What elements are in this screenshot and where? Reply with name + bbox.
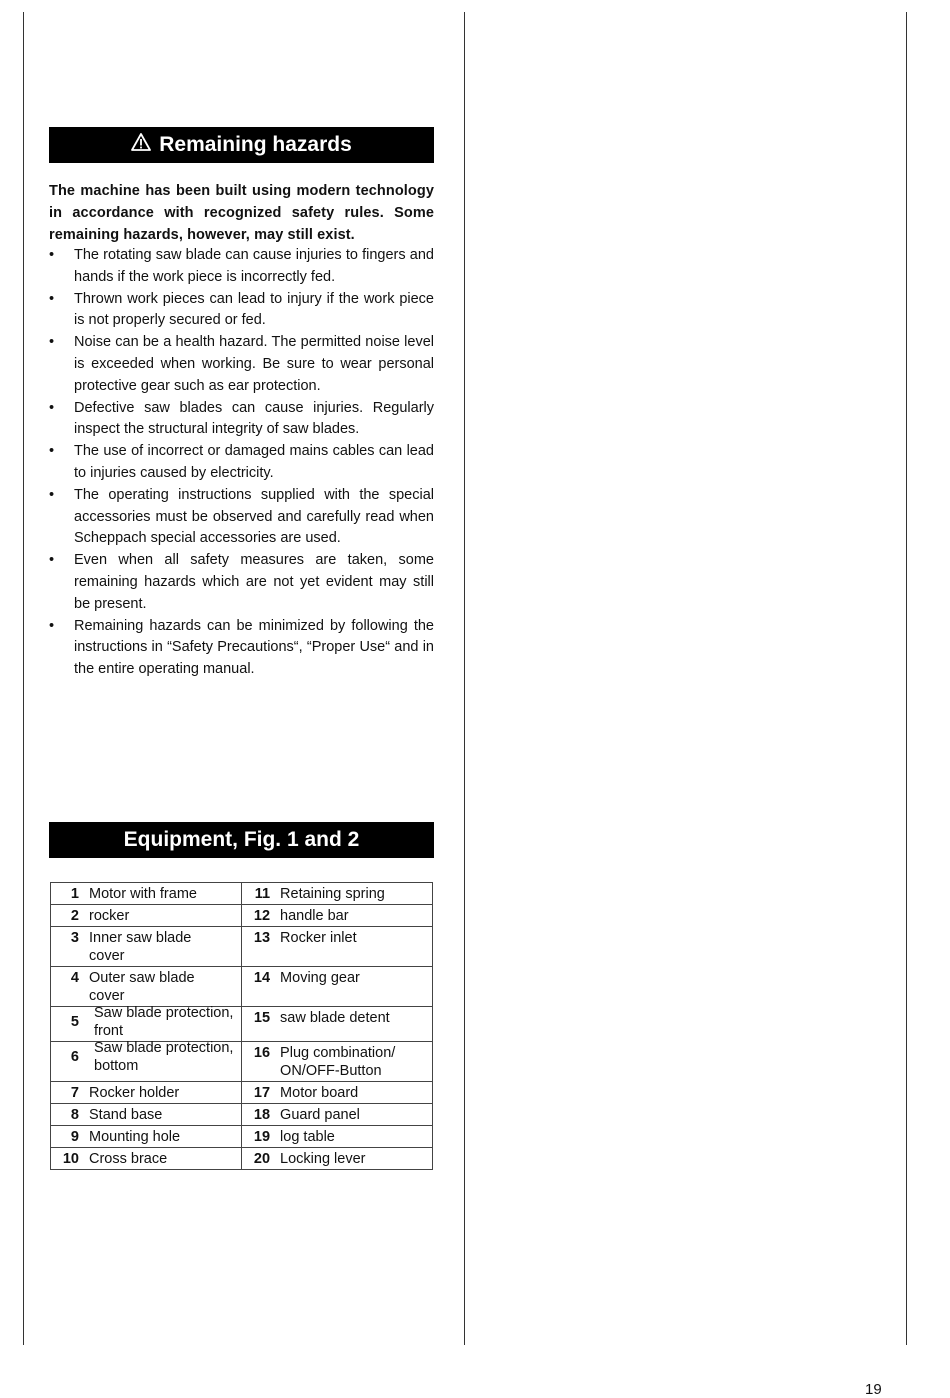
- part-number: 10: [62, 1151, 79, 1167]
- part-label: Retaining spring: [280, 886, 385, 902]
- hazard-bullet-text: Defective saw blades can cause injuries. Regularly inspect the structural integrity of saw blades.: [74, 399, 434, 438]
- part-label: Cross brace: [89, 1151, 168, 1167]
- table-cell-right: [242, 1042, 433, 1082]
- hazard-bullet: [49, 485, 434, 550]
- bullet-dot: •: [49, 617, 55, 634]
- table-row: [51, 967, 433, 1007]
- table-cell-left: [51, 967, 242, 1007]
- table-row: [51, 883, 433, 905]
- part-label: saw blade detent: [280, 1010, 390, 1026]
- part-number: 1: [70, 886, 79, 902]
- part-number: 15: [253, 1010, 271, 1026]
- left-margin-rule: [23, 12, 24, 1345]
- hazard-bullet-text: Thrown work pieces can lead to injury if the work piece is not properly secured or fed.: [74, 290, 434, 329]
- part-number: 9: [70, 1129, 79, 1145]
- hazard-bullet: [49, 289, 434, 333]
- hazard-bullet: [49, 550, 434, 615]
- table-row: [51, 1104, 433, 1126]
- part-number: 8: [70, 1107, 79, 1123]
- part-label: Motor with frame: [89, 886, 197, 902]
- part-label: Motor board: [280, 1085, 359, 1101]
- table-cell-right: [242, 905, 433, 927]
- part-label: Saw blade protection, front: [94, 1005, 234, 1039]
- hazard-bullet-text: The rotating saw blade can cause injuries to fingers and hands if the work piece is incorrectly fed.: [74, 247, 434, 285]
- bullet-dot: •: [49, 399, 55, 416]
- table-cell-right: [242, 1104, 433, 1126]
- part-number: 16: [253, 1045, 271, 1061]
- part-label: Inner saw blade cover: [89, 930, 192, 964]
- part-label: Moving gear: [280, 970, 360, 986]
- table-row: [51, 1148, 433, 1170]
- bullet-dot: •: [49, 290, 55, 307]
- hazard-bullet: [49, 398, 434, 442]
- part-number: 20: [253, 1151, 271, 1167]
- table-cell-right: [242, 1126, 433, 1148]
- part-label: Rocker inlet: [280, 930, 357, 946]
- center-column-rule: [464, 12, 465, 1345]
- part-number: 18: [253, 1107, 271, 1123]
- part-label: Saw blade protection, bottom: [94, 1040, 234, 1074]
- bullet-dot: •: [49, 443, 55, 460]
- page-number: 19: [865, 1381, 882, 1398]
- hazard-bullet-list: [49, 245, 434, 681]
- table-row: [51, 905, 433, 927]
- hazard-bullet: [49, 332, 434, 397]
- part-number: 2: [70, 908, 79, 924]
- table-cell-right: [242, 1148, 433, 1170]
- table-cell-right: [242, 1082, 433, 1104]
- part-label: Rocker holder: [89, 1085, 180, 1101]
- part-number: 3: [70, 930, 79, 946]
- part-number: 5: [70, 1014, 79, 1030]
- table-row: [51, 927, 433, 967]
- hazards-intro: The machine has been built using modern technology in accordance with recognized safety rules. Some remaining hazards, however, may still exist.: [49, 183, 434, 243]
- table-row: [51, 1007, 433, 1042]
- table-cell-left: [51, 1104, 242, 1126]
- part-number: 7: [70, 1085, 79, 1101]
- bullet-dot: •: [49, 247, 55, 263]
- hazard-bullet-text: The use of incorrect or damaged mains cables can lead to injuries caused by electricity.: [74, 443, 434, 481]
- part-number: 19: [253, 1129, 271, 1145]
- table-cell-left: [51, 1082, 242, 1104]
- hazard-bullet: [49, 441, 434, 485]
- part-label: Mounting hole: [89, 1129, 181, 1145]
- hazard-bullet: [49, 245, 434, 289]
- part-number: 12: [253, 908, 271, 924]
- table-row: [51, 1126, 433, 1148]
- warning-triangle-icon: [131, 133, 151, 157]
- remaining-hazards-heading: [49, 127, 434, 163]
- part-label: Plug combination/ ON/OFF-Button: [280, 1045, 396, 1079]
- part-label: Locking lever: [280, 1151, 366, 1167]
- hazard-bullet-text: The operating instructions supplied with the special accessories must be observed and carefully read when Scheppach special accessories are used.: [74, 486, 434, 547]
- part-label: Outer saw blade cover: [89, 970, 195, 1004]
- part-label: log table: [280, 1129, 335, 1145]
- table-cell-left: [51, 1148, 242, 1170]
- bullet-dot: •: [49, 486, 55, 503]
- part-number: 14: [253, 970, 271, 986]
- bullet-dot: •: [49, 334, 55, 351]
- table-row: [51, 1042, 433, 1082]
- part-number: 6: [70, 1049, 79, 1065]
- table-row: [51, 1082, 433, 1104]
- table-cell-right: [242, 967, 433, 1007]
- hazard-bullet-text: Noise can be a health hazard. The permitted noise level is exceeded when working. Be sure to wear personal protective gear such as ear protection.: [74, 334, 434, 394]
- part-label: Guard panel: [280, 1107, 360, 1123]
- hazard-bullet-text: Even when all safety measures are taken, some remaining hazards which are not yet evident may still be present.: [74, 552, 434, 612]
- part-number: 13: [253, 930, 271, 946]
- table-cell-left: [51, 1042, 242, 1082]
- hazard-bullet-text: Remaining hazards can be minimized by following the instructions in “Safety Precautions“, “Proper Use“ and in the entire operating manual.: [74, 617, 434, 678]
- table-cell-left: [51, 927, 242, 967]
- table-cell-right: [242, 883, 433, 905]
- hazard-bullet: [49, 616, 434, 681]
- right-margin-rule: [906, 12, 907, 1345]
- table-cell-left: [51, 883, 242, 905]
- table-cell-left: [51, 1126, 242, 1148]
- part-label: rocker: [89, 908, 130, 924]
- part-label: handle bar: [280, 908, 349, 924]
- part-number: 4: [70, 970, 79, 986]
- table-cell-left: [51, 905, 242, 927]
- table-cell-left: [51, 1007, 242, 1042]
- equipment-table: [50, 882, 433, 1170]
- bullet-dot: •: [49, 552, 55, 569]
- table-cell-right: [242, 927, 433, 967]
- part-number: 17: [253, 1085, 271, 1101]
- part-number: 11: [254, 886, 271, 902]
- remaining-hazards-title: Remaining hazards: [159, 133, 352, 156]
- table-cell-right: [242, 1007, 433, 1042]
- equipment-heading: [49, 822, 434, 858]
- part-label: Stand base: [89, 1107, 163, 1123]
- equipment-title: Equipment, Fig. 1 and 2: [123, 828, 360, 851]
